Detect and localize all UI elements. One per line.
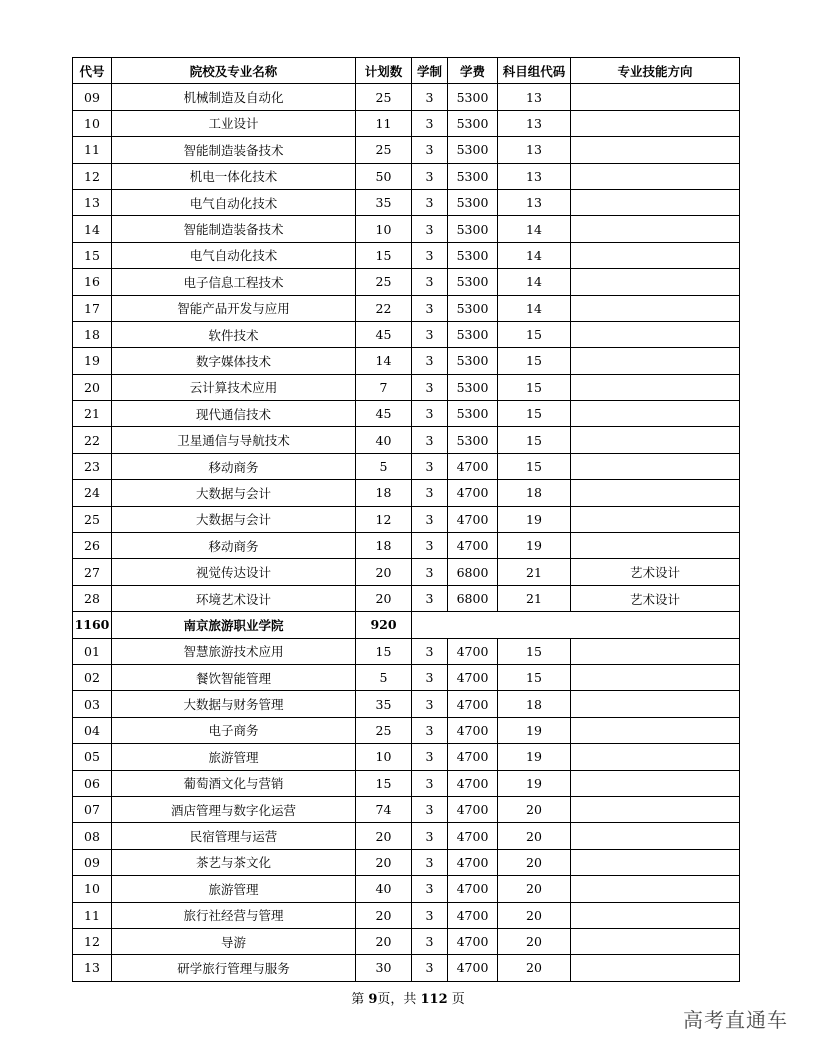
cell-name: 云计算技术应用 <box>112 374 356 400</box>
cell-tuition: 4700 <box>448 506 498 532</box>
cell-plan: 25 <box>356 717 412 743</box>
cell-subject-code: 15 <box>498 348 571 374</box>
cell-code: 12 <box>73 928 112 954</box>
cell-plan: 18 <box>356 480 412 506</box>
cell-code: 22 <box>73 427 112 453</box>
cell-name: 电子商务 <box>112 717 356 743</box>
table-row <box>73 216 740 242</box>
cell-plan: 7 <box>356 374 412 400</box>
cell-skill-direction <box>571 321 740 347</box>
cell-name: 智慧旅游技术应用 <box>112 638 356 664</box>
cell-plan: 15 <box>356 770 412 796</box>
cell-plan: 25 <box>356 84 412 110</box>
table-row <box>73 559 740 585</box>
cell-plan: 45 <box>356 401 412 427</box>
cell-plan: 15 <box>356 638 412 664</box>
cell-skill-direction <box>571 506 740 532</box>
cell-name: 电气自动化技术 <box>112 189 356 215</box>
table-row <box>73 691 740 717</box>
cell-skill-direction <box>571 137 740 163</box>
cell-code: 10 <box>73 110 112 136</box>
cell-duration: 3 <box>412 823 448 849</box>
table-row <box>73 321 740 347</box>
cell-subject-code: 19 <box>498 717 571 743</box>
cell-name: 智能产品开发与应用 <box>112 295 356 321</box>
cell-duration: 3 <box>412 242 448 268</box>
table-row <box>73 401 740 427</box>
cell-skill-direction <box>571 374 740 400</box>
cell-skill-direction <box>571 691 740 717</box>
cell-code: 25 <box>73 506 112 532</box>
cell-plan: 50 <box>356 163 412 189</box>
cell-tuition: 5300 <box>448 374 498 400</box>
cell-duration: 3 <box>412 163 448 189</box>
cell-code: 13 <box>73 955 112 981</box>
cell-subject-code: 20 <box>498 928 571 954</box>
cell-subject-code: 15 <box>498 321 571 347</box>
cell-name: 环境艺术设计 <box>112 585 356 611</box>
table-row <box>73 955 740 981</box>
header-tuition: 学费 <box>448 58 498 84</box>
cell-skill-direction: 艺术设计 <box>571 585 740 611</box>
cell-tuition: 4700 <box>448 480 498 506</box>
cell-skill-direction <box>571 902 740 928</box>
cell-tuition: 4700 <box>448 691 498 717</box>
cell-skill-direction <box>571 533 740 559</box>
cell-plan: 20 <box>356 559 412 585</box>
cell-duration: 3 <box>412 137 448 163</box>
cell-code: 18 <box>73 321 112 347</box>
cell-name: 移动商务 <box>112 533 356 559</box>
cell-skill-direction <box>571 876 740 902</box>
cell-tuition: 5300 <box>448 295 498 321</box>
cell-skill-direction <box>571 453 740 479</box>
cell-skill-direction <box>571 427 740 453</box>
cell-tuition: 4700 <box>448 664 498 690</box>
cell-duration: 3 <box>412 585 448 611</box>
cell-subject-code: 13 <box>498 137 571 163</box>
cell-subject-code: 20 <box>498 955 571 981</box>
school-code: 1160 <box>73 612 112 638</box>
cell-duration: 3 <box>412 401 448 427</box>
cell-tuition: 4700 <box>448 955 498 981</box>
cell-subject-code: 13 <box>498 84 571 110</box>
cell-name: 机电一体化技术 <box>112 163 356 189</box>
cell-subject-code: 18 <box>498 480 571 506</box>
cell-tuition: 5300 <box>448 163 498 189</box>
cell-skill-direction <box>571 401 740 427</box>
cell-name: 机械制造及自动化 <box>112 84 356 110</box>
cell-plan: 15 <box>356 242 412 268</box>
cell-subject-code: 19 <box>498 506 571 532</box>
cell-subject-code: 20 <box>498 849 571 875</box>
cell-plan: 10 <box>356 744 412 770</box>
cell-subject-code: 20 <box>498 796 571 822</box>
cell-tuition: 5300 <box>448 137 498 163</box>
cell-plan: 25 <box>356 137 412 163</box>
table-row <box>73 823 740 849</box>
cell-skill-direction <box>571 849 740 875</box>
table-body-a <box>73 84 740 612</box>
cell-code: 28 <box>73 585 112 611</box>
table-row <box>73 137 740 163</box>
cell-tuition: 4700 <box>448 928 498 954</box>
cell-name: 移动商务 <box>112 453 356 479</box>
cell-tuition: 5300 <box>448 84 498 110</box>
header-code: 代号 <box>73 58 112 84</box>
cell-name: 民宿管理与运营 <box>112 823 356 849</box>
cell-subject-code: 21 <box>498 585 571 611</box>
cell-name: 酒店管理与数字化运营 <box>112 796 356 822</box>
cell-code: 21 <box>73 401 112 427</box>
cell-duration: 3 <box>412 691 448 717</box>
cell-duration: 3 <box>412 902 448 928</box>
cell-duration: 3 <box>412 876 448 902</box>
cell-duration: 3 <box>412 717 448 743</box>
cell-duration: 3 <box>412 216 448 242</box>
cell-subject-code: 21 <box>498 559 571 585</box>
header-name: 院校及专业名称 <box>112 58 356 84</box>
cell-plan: 10 <box>356 216 412 242</box>
cell-duration: 3 <box>412 269 448 295</box>
table-row <box>73 744 740 770</box>
cell-subject-code: 15 <box>498 453 571 479</box>
cell-duration: 3 <box>412 110 448 136</box>
cell-skill-direction <box>571 717 740 743</box>
cell-tuition: 4700 <box>448 453 498 479</box>
footer-total-pages: 112 <box>420 992 448 1007</box>
table-row <box>73 876 740 902</box>
cell-plan: 20 <box>356 823 412 849</box>
cell-duration: 3 <box>412 84 448 110</box>
header-duration: 学制 <box>412 58 448 84</box>
cell-duration: 3 <box>412 374 448 400</box>
table-row <box>73 902 740 928</box>
table-row <box>73 928 740 954</box>
table-row <box>73 242 740 268</box>
school-name: 南京旅游职业学院 <box>112 612 356 638</box>
cell-plan: 20 <box>356 849 412 875</box>
table-row <box>73 427 740 453</box>
cell-subject-code: 20 <box>498 902 571 928</box>
cell-name: 研学旅行管理与服务 <box>112 955 356 981</box>
footer-suffix: 页 <box>447 992 465 1007</box>
cell-subject-code: 14 <box>498 216 571 242</box>
header-subject-code: 科目组代码 <box>498 58 571 84</box>
cell-subject-code: 14 <box>498 295 571 321</box>
cell-code: 12 <box>73 163 112 189</box>
cell-code: 06 <box>73 770 112 796</box>
cell-subject-code: 19 <box>498 533 571 559</box>
cell-plan: 14 <box>356 348 412 374</box>
cell-duration: 3 <box>412 480 448 506</box>
cell-tuition: 5300 <box>448 216 498 242</box>
table-row <box>73 163 740 189</box>
cell-duration: 3 <box>412 295 448 321</box>
table-header-row <box>73 58 740 84</box>
cell-name: 葡萄酒文化与营销 <box>112 770 356 796</box>
cell-duration: 3 <box>412 955 448 981</box>
cell-subject-code: 13 <box>498 163 571 189</box>
cell-skill-direction <box>571 664 740 690</box>
cell-tuition: 4700 <box>448 638 498 664</box>
cell-tuition: 4700 <box>448 717 498 743</box>
cell-duration: 3 <box>412 638 448 664</box>
cell-tuition: 5300 <box>448 401 498 427</box>
table-body-b <box>73 638 740 981</box>
cell-subject-code: 18 <box>498 691 571 717</box>
cell-name: 大数据与会计 <box>112 506 356 532</box>
cell-subject-code: 13 <box>498 110 571 136</box>
cell-tuition: 5300 <box>448 110 498 136</box>
cell-name: 大数据与会计 <box>112 480 356 506</box>
cell-duration: 3 <box>412 796 448 822</box>
cell-subject-code: 15 <box>498 664 571 690</box>
cell-tuition: 4700 <box>448 876 498 902</box>
cell-name: 茶艺与茶文化 <box>112 849 356 875</box>
cell-subject-code: 19 <box>498 770 571 796</box>
cell-code: 16 <box>73 269 112 295</box>
cell-tuition: 4700 <box>448 744 498 770</box>
cell-skill-direction <box>571 823 740 849</box>
cell-subject-code: 15 <box>498 374 571 400</box>
table-row <box>73 585 740 611</box>
cell-subject-code: 15 <box>498 401 571 427</box>
cell-tuition: 4700 <box>448 770 498 796</box>
table-row <box>73 796 740 822</box>
cell-code: 14 <box>73 216 112 242</box>
cell-skill-direction: 艺术设计 <box>571 559 740 585</box>
cell-skill-direction <box>571 163 740 189</box>
cell-code: 23 <box>73 453 112 479</box>
table-row <box>73 269 740 295</box>
cell-plan: 25 <box>356 269 412 295</box>
table-row <box>73 84 740 110</box>
cell-code: 11 <box>73 902 112 928</box>
cell-subject-code: 14 <box>498 242 571 268</box>
header-plan: 计划数 <box>356 58 412 84</box>
cell-code: 08 <box>73 823 112 849</box>
cell-subject-code: 15 <box>498 638 571 664</box>
enrollment-table <box>72 57 740 982</box>
table-row <box>73 533 740 559</box>
cell-plan: 11 <box>356 110 412 136</box>
cell-subject-code: 20 <box>498 823 571 849</box>
cell-plan: 40 <box>356 876 412 902</box>
cell-skill-direction <box>571 744 740 770</box>
cell-plan: 74 <box>356 796 412 822</box>
cell-plan: 40 <box>356 427 412 453</box>
cell-name: 工业设计 <box>112 110 356 136</box>
cell-duration: 3 <box>412 453 448 479</box>
cell-duration: 3 <box>412 770 448 796</box>
table-row <box>73 189 740 215</box>
cell-plan: 35 <box>356 691 412 717</box>
table-row <box>73 480 740 506</box>
cell-subject-code: 13 <box>498 189 571 215</box>
cell-duration: 3 <box>412 849 448 875</box>
cell-code: 27 <box>73 559 112 585</box>
cell-name: 旅行社经营与管理 <box>112 902 356 928</box>
cell-duration: 3 <box>412 559 448 585</box>
cell-duration: 3 <box>412 427 448 453</box>
cell-name: 软件技术 <box>112 321 356 347</box>
cell-duration: 3 <box>412 744 448 770</box>
cell-plan: 20 <box>356 585 412 611</box>
table-row <box>73 717 740 743</box>
cell-name: 视觉传达设计 <box>112 559 356 585</box>
cell-duration: 3 <box>412 928 448 954</box>
cell-name: 数字媒体技术 <box>112 348 356 374</box>
cell-name: 电子信息工程技术 <box>112 269 356 295</box>
cell-subject-code: 19 <box>498 744 571 770</box>
cell-tuition: 6800 <box>448 585 498 611</box>
cell-skill-direction <box>571 295 740 321</box>
cell-name: 大数据与财务管理 <box>112 691 356 717</box>
cell-skill-direction <box>571 189 740 215</box>
cell-skill-direction <box>571 110 740 136</box>
footer-page-number: 9 <box>368 992 378 1007</box>
cell-plan: 45 <box>356 321 412 347</box>
cell-tuition: 4700 <box>448 823 498 849</box>
cell-duration: 3 <box>412 664 448 690</box>
cell-skill-direction <box>571 796 740 822</box>
cell-name: 电气自动化技术 <box>112 242 356 268</box>
enrollment-plan-sheet <box>72 57 739 982</box>
cell-code: 09 <box>73 84 112 110</box>
cell-skill-direction <box>571 480 740 506</box>
cell-code: 13 <box>73 189 112 215</box>
cell-plan: 35 <box>356 189 412 215</box>
table-row <box>73 770 740 796</box>
cell-code: 26 <box>73 533 112 559</box>
cell-code: 09 <box>73 849 112 875</box>
cell-plan: 5 <box>356 664 412 690</box>
cell-skill-direction <box>571 770 740 796</box>
cell-subject-code: 14 <box>498 269 571 295</box>
cell-duration: 3 <box>412 348 448 374</box>
table-row <box>73 453 740 479</box>
cell-skill-direction <box>571 84 740 110</box>
cell-code: 01 <box>73 638 112 664</box>
table-row <box>73 849 740 875</box>
cell-code: 19 <box>73 348 112 374</box>
cell-name: 旅游管理 <box>112 744 356 770</box>
cell-tuition: 4700 <box>448 902 498 928</box>
cell-skill-direction <box>571 216 740 242</box>
cell-skill-direction <box>571 269 740 295</box>
cell-tuition: 5300 <box>448 348 498 374</box>
cell-skill-direction <box>571 242 740 268</box>
cell-name: 智能制造装备技术 <box>112 216 356 242</box>
cell-code: 02 <box>73 664 112 690</box>
cell-tuition: 5300 <box>448 269 498 295</box>
cell-plan: 12 <box>356 506 412 532</box>
cell-name: 旅游管理 <box>112 876 356 902</box>
cell-duration: 3 <box>412 533 448 559</box>
table-row <box>73 110 740 136</box>
cell-code: 15 <box>73 242 112 268</box>
cell-name: 卫星通信与导航技术 <box>112 427 356 453</box>
cell-tuition: 4700 <box>448 849 498 875</box>
cell-code: 11 <box>73 137 112 163</box>
cell-plan: 22 <box>356 295 412 321</box>
cell-code: 07 <box>73 796 112 822</box>
cell-plan: 5 <box>356 453 412 479</box>
cell-name: 导游 <box>112 928 356 954</box>
watermark-text: 高考直通车 <box>683 1008 788 1032</box>
cell-duration: 3 <box>412 321 448 347</box>
cell-code: 17 <box>73 295 112 321</box>
cell-tuition: 5300 <box>448 189 498 215</box>
cell-code: 10 <box>73 876 112 902</box>
cell-code: 05 <box>73 744 112 770</box>
table-row <box>73 664 740 690</box>
cell-subject-code: 15 <box>498 427 571 453</box>
table-row <box>73 295 740 321</box>
cell-skill-direction <box>571 638 740 664</box>
cell-tuition: 6800 <box>448 559 498 585</box>
cell-tuition: 4700 <box>448 533 498 559</box>
cell-plan: 20 <box>356 902 412 928</box>
cell-tuition: 5300 <box>448 321 498 347</box>
cell-tuition: 5300 <box>448 427 498 453</box>
cell-skill-direction <box>571 928 740 954</box>
table-row <box>73 374 740 400</box>
cell-skill-direction <box>571 348 740 374</box>
cell-plan: 18 <box>356 533 412 559</box>
cell-code: 24 <box>73 480 112 506</box>
cell-code: 20 <box>73 374 112 400</box>
cell-skill-direction <box>571 955 740 981</box>
cell-name: 智能制造装备技术 <box>112 137 356 163</box>
cell-code: 03 <box>73 691 112 717</box>
school-row-blank <box>412 612 740 638</box>
school-row <box>73 612 740 638</box>
cell-name: 现代通信技术 <box>112 401 356 427</box>
cell-tuition: 4700 <box>448 796 498 822</box>
cell-plan: 20 <box>356 928 412 954</box>
footer-middle: 页，共 <box>377 992 421 1007</box>
table-row <box>73 348 740 374</box>
cell-name: 餐饮智能管理 <box>112 664 356 690</box>
footer-prefix: 第 <box>351 992 369 1007</box>
header-skill-direction: 专业技能方向 <box>571 58 740 84</box>
cell-duration: 3 <box>412 506 448 532</box>
cell-code: 04 <box>73 717 112 743</box>
school-section <box>73 612 740 638</box>
cell-duration: 3 <box>412 189 448 215</box>
table-row <box>73 506 740 532</box>
school-plan: 920 <box>356 612 412 638</box>
table-row <box>73 638 740 664</box>
cell-subject-code: 20 <box>498 876 571 902</box>
cell-plan: 30 <box>356 955 412 981</box>
cell-tuition: 5300 <box>448 242 498 268</box>
